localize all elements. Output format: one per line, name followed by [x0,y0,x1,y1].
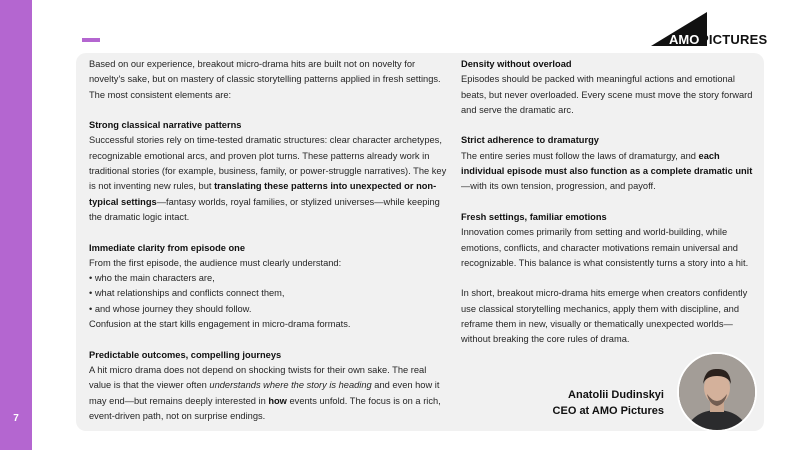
section-body-narrative-patterns: Successful stories rely on time-tested dramatic structures: clear character archetypes, recognizable emotional arcs, and proven plot turns. These patterns already work in traditional stories (for example, business, family, or power-struggle narratives). The key is not inventing new rules, but translating these patterns into unexpected or non-typical settings—fantasy worlds, royal families, or stylized universes—while keeping the dramatic logic intact. [89,135,447,222]
intro-paragraph: Based on our experience, breakout micro-drama hits are built not on novelty for novelty's sake, but on mastery of classic storytelling patterns applied in fresh settings. The most consistent elements are: [89,59,441,100]
side-accent-bar [0,0,32,450]
accent-dash [82,38,100,42]
left-column [89,57,449,424]
section-title-dramaturgy: Strict adherence to dramaturgy [461,135,599,146]
person-portrait-icon [679,354,755,430]
section-body-density: Episodes should be packed with meaningful actions and emotional beats, but never overloaded. Every scene must move the story forward and serve the dramatic arc. [461,74,753,115]
section-title-narrative-patterns: Strong classical narrative patterns [89,120,242,131]
section-body-fresh-settings: Innovation comes primarily from setting and world-building, while emotions, conflicts, and character motivations remain universal and recognizable. This balance is what consistently turns a story into a hit. [461,227,749,268]
logo-text-pictures: PICTURES [700,32,768,47]
section-body-dramaturgy: The entire series must follow the laws of dramaturgy, and each individual episode must also function as a complete dramatic unit—with its own tension, progression, and payoff. [461,150,753,192]
section-title-predictable-outcomes: Predictable outcomes, compelling journeys [89,349,282,360]
conclusion-paragraph: In short, breakout micro-drama hits emerge when creators confidently use classical storytelling mechanics, apply them with discipline, and reframe them in new, visually or thematically unexpected worlds—without breaking the core rules of drama. [461,288,748,345]
author-title: CEO at AMO Pictures [552,405,664,417]
section-title-clarity: Immediate clarity from episode one [89,242,246,253]
page-number: 7 [13,413,19,424]
clarity-lead: From the first episode, the audience must clearly understand: [89,257,342,268]
list-item: • what relationships and conflicts connect them, [89,288,285,299]
section-title-density: Density without overload [461,59,572,69]
author-name: Anatolii Dudinskyi [568,389,664,401]
list-item: • and whose journey they should follow. [89,303,252,314]
amo-pictures-logo [651,12,768,47]
clarity-tail: Confusion at the start kills engagement in micro-drama formats. [89,319,351,330]
section-title-fresh-settings: Fresh settings, familiar emotions [461,211,607,222]
author-avatar [677,352,757,432]
section-body-predictable-outcomes: A hit micro drama does not depend on shocking twists for their own sake. The real value is that the viewer often understands where the story is heading and even how it may end—but remains deeply interested in how events unfold. The focus is on a rich, event-driven path, not on surprise endings. [89,364,441,421]
logo-text-amo: AMO [669,32,700,47]
right-column [461,57,757,348]
list-item: • who the main characters are, [89,273,215,284]
